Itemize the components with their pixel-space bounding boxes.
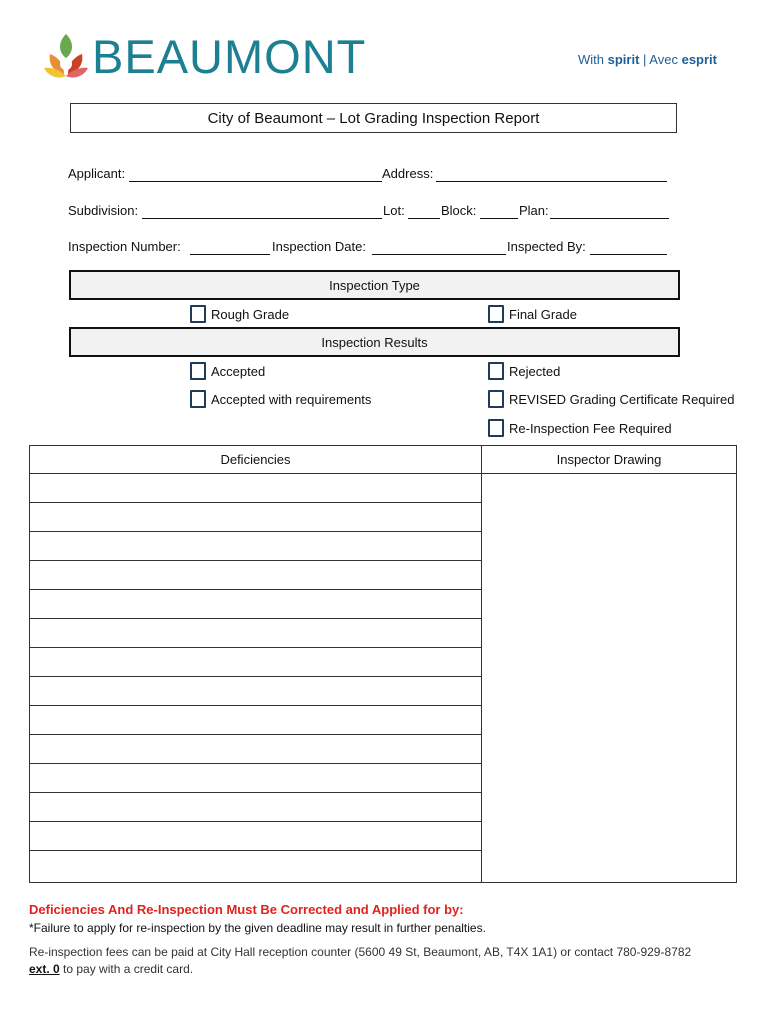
inspection-number-label: Inspection Number: (68, 239, 181, 254)
logo-wordmark: BEAUMONT (92, 30, 367, 83)
address-field[interactable] (436, 166, 667, 182)
accepted-checkbox[interactable] (190, 362, 206, 380)
inspection-number-field[interactable] (190, 239, 270, 255)
accepted-with-requirements-checkbox[interactable] (190, 390, 206, 408)
deficiency-row[interactable] (30, 793, 481, 822)
revised-grading-certificate-option[interactable] (488, 390, 734, 408)
accepted-with-requirements-label: Accepted with requirements (211, 391, 372, 407)
tagline (578, 52, 717, 67)
tagline-with: With (577, 52, 604, 67)
inspection-date-field[interactable] (372, 239, 506, 255)
applicant-label: Applicant: (68, 166, 126, 181)
re-inspection-fee-option[interactable] (488, 419, 672, 437)
deficiency-row[interactable] (30, 648, 481, 677)
deficiencies-header: Deficiencies (30, 446, 481, 474)
rejected-option[interactable] (488, 362, 560, 380)
deficiency-row[interactable] (30, 503, 481, 532)
final-grade-option[interactable] (488, 305, 577, 323)
rejected-label: Rejected (509, 363, 561, 379)
deficiency-row[interactable] (30, 561, 481, 590)
inspection-type-header: Inspection Type (69, 270, 680, 300)
final-grade-checkbox[interactable] (488, 305, 504, 323)
accepted-label: Accepted (211, 363, 266, 379)
beaumont-leaf-logo-icon (40, 30, 92, 82)
deficiencies-table (29, 445, 482, 883)
plan-field[interactable] (550, 203, 669, 219)
deficiency-row[interactable] (30, 619, 481, 648)
inspected-by-field[interactable] (590, 239, 667, 255)
rough-grade-option[interactable] (190, 305, 289, 323)
deficiency-row[interactable] (30, 677, 481, 706)
deficiency-row[interactable] (30, 764, 481, 793)
tagline-separator: | Avec (643, 52, 678, 67)
fee-note (29, 944, 729, 978)
tagline-spirit: spirit (607, 52, 640, 67)
accepted-option[interactable] (190, 362, 265, 380)
inspection-date-label: Inspection Date: (272, 239, 366, 254)
applicant-field[interactable] (129, 166, 382, 182)
block-label: Block: (441, 203, 477, 218)
deficiency-row[interactable] (30, 532, 481, 561)
subdivision-field[interactable] (142, 203, 382, 219)
penalty-note: *Failure to apply for re-inspection by the given deadline may result in further penalties. (29, 921, 486, 935)
deficiency-row[interactable] (30, 735, 481, 764)
re-inspection-fee-label: Re-Inspection Fee Required (509, 420, 672, 436)
deadline-heading: Deficiencies And Re-Inspection Must Be Corrected and Applied for by: (29, 902, 464, 917)
rough-grade-checkbox[interactable] (190, 305, 206, 323)
fee-note-text: Re-inspection fees can be paid at City Hall reception counter (5600 49 St, Beaumont, AB, T4X 1A1) or contact 780-929-8782 (29, 945, 692, 959)
extension-number: ext. 0 (29, 962, 60, 976)
inspector-drawing-area[interactable] (482, 474, 736, 882)
block-field[interactable] (480, 203, 518, 219)
plan-label: Plan: (519, 203, 549, 218)
lot-label: Lot: (383, 203, 405, 218)
inspected-by-label: Inspected By: (507, 239, 586, 254)
report-title: City of Beaumont – Lot Grading Inspection Report (70, 103, 677, 133)
rejected-checkbox[interactable] (488, 362, 504, 380)
deficiency-row[interactable] (30, 822, 481, 851)
accepted-with-requirements-option[interactable] (190, 390, 371, 408)
inspection-results-header: Inspection Results (69, 327, 680, 357)
final-grade-label: Final Grade (509, 306, 577, 322)
lot-field[interactable] (408, 203, 440, 219)
deficiency-row[interactable] (30, 706, 481, 735)
subdivision-label: Subdivision: (68, 203, 139, 218)
revised-grading-certificate-checkbox[interactable] (488, 390, 504, 408)
revised-grading-certificate-label: REVISED Grading Certificate Required (509, 391, 735, 407)
inspector-drawing-header: Inspector Drawing (482, 446, 736, 474)
re-inspection-fee-checkbox[interactable] (488, 419, 504, 437)
rough-grade-label: Rough Grade (211, 306, 290, 322)
inspector-drawing-table (481, 445, 737, 883)
fee-note-end: to pay with a credit card. (63, 962, 194, 976)
tagline-esprit: esprit (681, 52, 717, 67)
deficiency-row[interactable] (30, 474, 481, 503)
deficiency-row[interactable] (30, 851, 481, 880)
address-label: Address: (382, 166, 434, 181)
deficiency-row[interactable] (30, 590, 481, 619)
